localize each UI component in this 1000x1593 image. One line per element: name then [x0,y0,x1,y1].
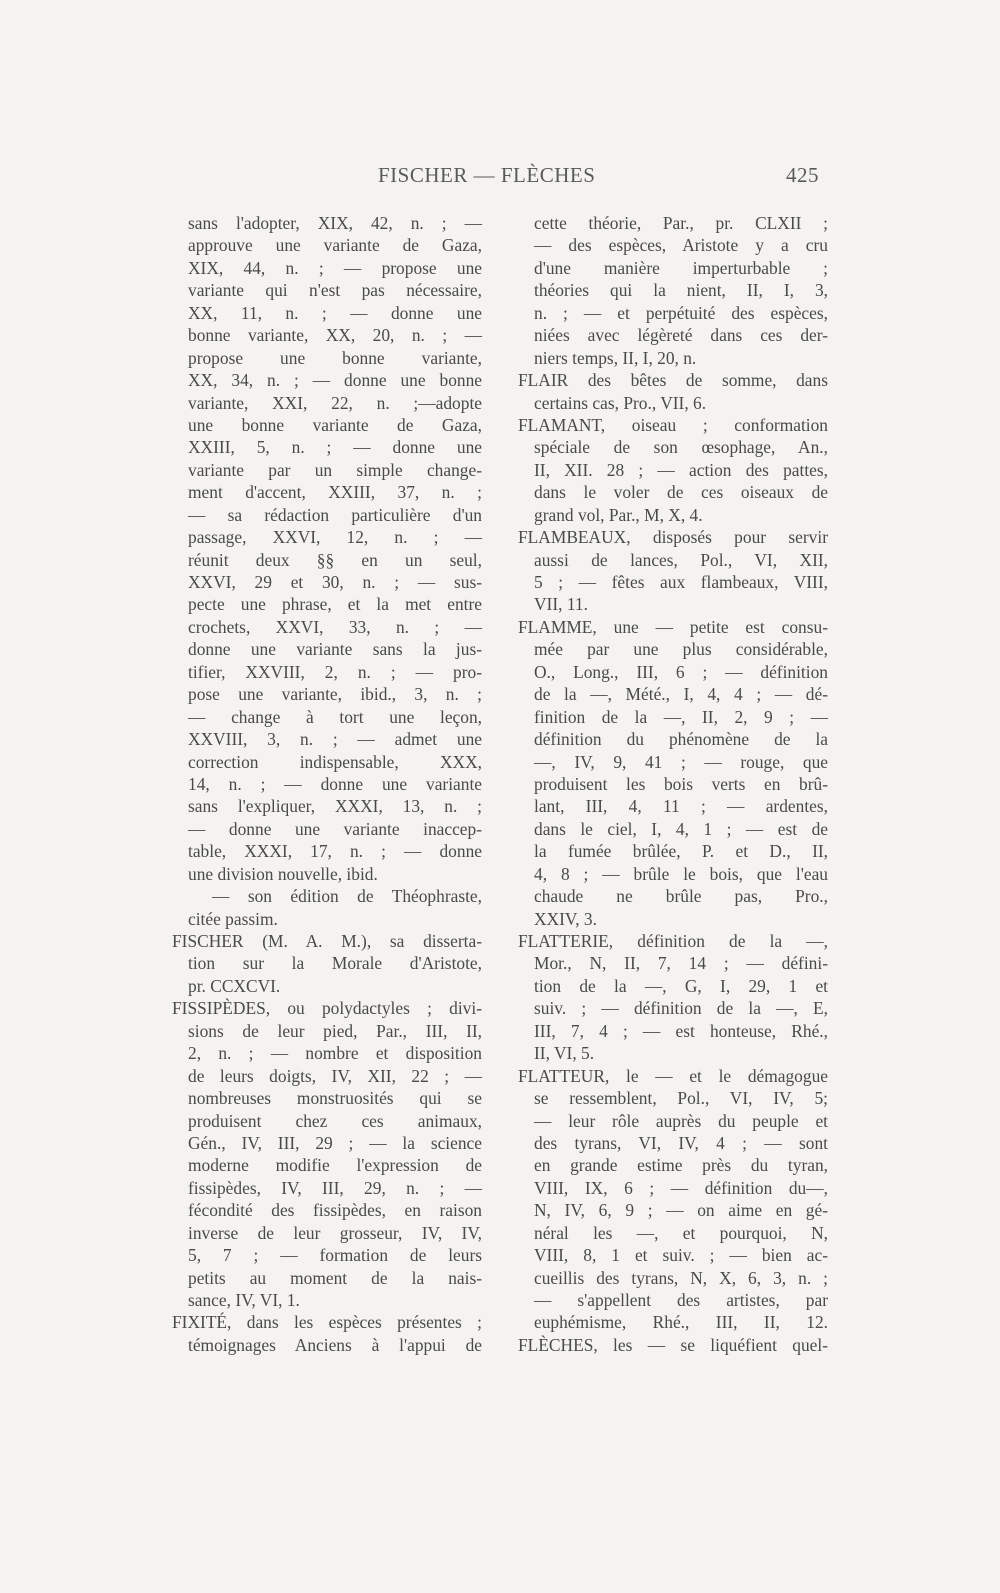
index-line: une division nouvelle, ibid. [188,863,378,884]
index-line: théories qui la nient, II, I, 3, [534,280,828,301]
index-line: sans l'adopter, XIX, 42, n. ; — [188,213,482,233]
index-line: — leur rôle auprès du peuple et [534,1110,828,1131]
index-line: témoignages Anciens à l'appui de [188,1334,482,1355]
index-line: 2, n. ; — nombre et disposition [188,1043,482,1064]
index-line: VIII, IX, 6 ; — définition du—, [534,1177,828,1198]
index-line: 5 ; — fêtes aux flambeaux, VIII, [534,572,828,592]
index-line: tion de la —, G, I, 29, 1 et [534,975,828,996]
index-line: 14, n. ; — donne une variante [188,773,482,794]
index-line: — change à tort une leçon, [188,706,482,727]
index-line: III, 7, 4 ; — est honteuse, Rhé., [534,1020,828,1041]
index-line: fécondité des fissipèdes, en raison [188,1200,482,1221]
index-line: euphémisme, Rhé., III, II, 12. [534,1312,828,1333]
index-line: FISCHER (M. A. M.), sa disserta- [172,931,482,951]
index-line: n. ; — et perpétuité des espèces, [534,302,828,323]
index-line: niées avec légèreté dans ces der- [534,325,828,346]
index-line: XX, 34, n. ; — donne une bonne [188,370,482,391]
index-line: N, IV, 6, 9 ; — on aime en gé- [534,1200,828,1221]
index-line: XXIV, 3. [534,908,597,929]
index-line: grand vol, Par., M, X, 4. [534,504,703,525]
index-line: — sa rédaction particulière d'un [188,504,482,525]
index-line: de la —, Mété., I, 4, 4 ; — dé- [534,684,828,705]
index-line: sions de leur pied, Par., III, II, [188,1020,482,1041]
index-line: produisent chez ces animaux, [188,1110,482,1131]
index-line: FLÈCHES, les — se liquéfient quel- [518,1334,828,1355]
right-column [518,212,828,1356]
index-line: —, IV, 9, 41 ; — rouge, que [534,751,828,772]
index-line: FLATTERIE, définition de la —, [518,931,828,951]
index-line: variante par un simple change- [188,459,482,480]
index-line: XIX, 44, n. ; — propose une [188,257,482,278]
index-line: finition de la —, II, 2, 9 ; — [534,706,828,727]
index-line: néral les —, et pourquoi, N, [534,1222,828,1243]
index-line: cueillis des tyrans, N, X, 6, 3, n. ; [534,1267,828,1288]
index-line: donne une variante sans la jus- [188,639,482,660]
index-line: spéciale de son œsophage, An., [534,437,828,458]
index-line: correction indispensable, XXX, [188,751,482,772]
index-line: pr. CCXCVI. [188,975,281,996]
index-line: XXIII, 5, n. ; — donne une [188,437,482,458]
index-line: moderne modifie l'expression de [188,1155,482,1176]
index-line: VIII, 8, 1 et suiv. ; — bien ac- [534,1245,828,1266]
page-number: 425 [786,163,819,187]
index-line: FLAMBEAUX, disposés pour servir [518,527,828,548]
index-line: FLAIR des bêtes de somme, dans [518,370,828,391]
index-line: variante, XXI, 22, n. ;—adopte [188,392,482,413]
index-line: VII, 11. [534,594,588,615]
index-line: dans le voler de ces oiseaux de [534,482,828,503]
index-line: des tyrans, VI, IV, 4 ; — sont [534,1132,828,1153]
index-line: en grande estime près du tyran, [534,1155,828,1176]
index-line: 5, 7 ; — formation de leurs [188,1245,482,1266]
index-line: nombreuses monstruosités qui se [188,1088,482,1109]
index-line: niers temps, II, I, 20, n. [534,347,697,368]
index-line: sans l'expliquer, XXXI, 13, n. ; [188,796,482,817]
index-line: de leurs doigts, IV, XII, 22 ; — [188,1065,482,1086]
index-line: une bonne variante de Gaza, [188,414,482,435]
index-line: passage, XXVI, 12, n. ; — [188,527,482,548]
index-line: d'une manière imperturbable ; [534,257,828,278]
index-line: lant, III, 4, 11 ; — ardentes, [534,796,828,817]
index-line: inverse de leur grosseur, IV, IV, [188,1222,482,1243]
left-column [172,212,482,1356]
index-line: FLAMME, une — petite est consu- [518,616,828,637]
index-line: FISSIPÈDES, ou polydactyles ; divi- [172,998,482,1019]
index-line: variante qui n'est pas nécessaire, [188,280,482,301]
index-line: — s'appellent des artistes, par [534,1290,828,1310]
index-line: aussi de lances, Pol., VI, XII, [534,549,828,570]
index-line: dans le ciel, I, 4, 1 ; — est de [534,818,828,839]
index-line: chaude ne brûle pas, Pro., [534,886,828,907]
header-title: FISCHER — FLÈCHES [378,163,596,187]
index-line: XXVIII, 3, n. ; — admet une [188,729,482,750]
index-line: cette théorie, Par., pr. CLXII ; [534,213,828,233]
index-line: O., Long., III, 6 ; — définition [534,661,828,682]
index-line: citée passim. [188,908,278,929]
index-line: FIXITÉ, dans les espèces présentes ; [172,1312,482,1333]
index-line: II, VI, 5. [534,1043,595,1064]
index-line: approuve une variante de Gaza, [188,235,482,256]
index-line: crochets, XXVI, 33, n. ; — [188,616,482,637]
index-line: Gén., IV, III, 29 ; — la science [188,1132,482,1153]
index-line: Mor., N, II, 7, 14 ; — défini- [534,953,828,974]
index-line: FLAMANT, oiseau ; conformation [518,414,828,435]
index-line: fissipèdes, IV, III, 29, n. ; — [188,1177,482,1198]
index-line: suiv. ; — définition de la —, E, [534,998,828,1019]
index-line: propose une bonne variante, [188,347,482,368]
index-line: XX, 11, n. ; — donne une [188,302,482,323]
running-header [0,163,1000,193]
index-line: petits au moment de la nais- [188,1267,482,1288]
index-line: FLATTEUR, le — et le démagogue [518,1065,828,1086]
index-line: bonne variante, XX, 20, n. ; — [188,325,482,346]
index-line: pecte une phrase, et la met entre [188,594,482,615]
index-line: — son édition de Théophraste, [212,886,482,907]
index-line: pose une variante, ibid., 3, n. ; [188,684,482,705]
index-line: réunit deux §§ en un seul, [188,549,482,570]
index-line: mée par une plus considérable, [534,639,828,660]
index-line: sance, IV, VI, 1. [188,1290,300,1310]
index-line: — donne une variante inaccep- [188,818,482,839]
index-line: se ressemblent, Pol., VI, IV, 5; [534,1088,828,1109]
index-line: 4, 8 ; — brûle le bois, que l'eau [534,863,828,884]
index-line: II, XII. 28 ; — action des pattes, [534,459,828,480]
index-line: XXVI, 29 et 30, n. ; — sus- [188,572,482,592]
index-line: tion sur la Morale d'Aristote, [188,953,482,974]
index-line: la fumée brûlée, P. et D., II, [534,841,828,862]
index-line: tifier, XXVIII, 2, n. ; — pro- [188,661,482,682]
index-line: — des espèces, Aristote y a cru [534,235,828,256]
index-line: certains cas, Pro., VII, 6. [534,392,707,413]
index-line: table, XXXI, 17, n. ; — donne [188,841,482,862]
index-line: définition du phénomène de la [534,729,828,750]
index-line: produisent les bois verts en brû- [534,773,828,794]
index-line: ment d'accent, XXIII, 37, n. ; [188,482,482,503]
